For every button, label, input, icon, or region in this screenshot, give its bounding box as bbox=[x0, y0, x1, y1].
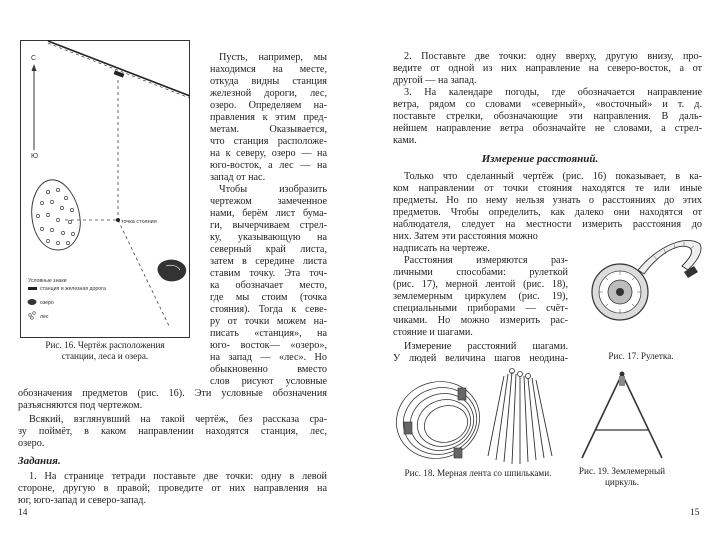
text-line: У людей величина шагов неодина- bbox=[393, 353, 568, 364]
text-line: другой — на запад. bbox=[393, 75, 477, 86]
text-line: слов рисуют условные bbox=[210, 376, 327, 387]
text-line: писать «станция», на bbox=[210, 328, 327, 339]
text-line: запад от нас. bbox=[210, 172, 266, 183]
legend-lake-label: озеро bbox=[40, 300, 54, 306]
north-label: С bbox=[31, 55, 37, 62]
text-line: Всякий, взглянувший на такой чертёж, без рассказа сра- bbox=[29, 414, 327, 425]
legend-title: Условные знаки bbox=[28, 278, 67, 284]
figure-19-surveyor-compass bbox=[572, 370, 672, 462]
figure-19-caption: Рис. 19. Землемерный циркуль. bbox=[578, 466, 666, 487]
text-line: землемерным циркулем (рис. 19), bbox=[393, 291, 568, 302]
page-number: 15 bbox=[690, 508, 700, 518]
text-line: на к северу, озеро — на bbox=[210, 148, 327, 159]
text-line: находимся на месте, bbox=[210, 64, 327, 75]
text-line: на запад — «лес». Но bbox=[210, 352, 327, 363]
drawing-frame bbox=[21, 41, 190, 338]
text-line: Пусть, например, мы bbox=[219, 52, 327, 63]
text-line: специальными приборами — счёт- bbox=[393, 303, 568, 314]
text-line: железной дороги, лес, bbox=[210, 88, 327, 99]
figure-18-caption: Рис. 18. Мерная лента со шпильками. bbox=[404, 468, 552, 478]
text-line: откуда видны станция bbox=[210, 76, 327, 87]
figure-16-caption: Рис. 16. Чертёж расположения станции, леса и озера. bbox=[45, 340, 165, 361]
south-label: Ю bbox=[31, 153, 39, 160]
text-line: стояние и шагами. bbox=[393, 327, 473, 338]
text-line: Только что сделанный чертёж (рис. 16) показывает, в ка- bbox=[404, 171, 702, 182]
text-line: ку, указывающую на bbox=[210, 232, 327, 243]
text-line: правления к этим пред- bbox=[210, 112, 327, 123]
station-point-label: точка стояния bbox=[121, 219, 157, 225]
text-line: нами, берём лист бума- bbox=[210, 208, 327, 219]
text-line: Чтобы изобразить bbox=[219, 184, 327, 195]
text-line: ветра, рядом со словами «северный», «восточный» и т. д. bbox=[393, 99, 702, 110]
tasks-heading: Задания. bbox=[18, 455, 61, 467]
text-line: юго- восток— «озеро», bbox=[210, 340, 327, 351]
text-line: ками. bbox=[393, 135, 417, 146]
text-line: ком направлении от точки стояния находятся те или иные bbox=[393, 183, 702, 194]
text-line: что станция расположе- bbox=[210, 136, 327, 147]
text-line: юго-восток, а лес — на bbox=[210, 160, 327, 171]
legend-lake-swatch bbox=[28, 299, 37, 305]
text-line: предметов. Чтобы определить, как далеко они находятся от bbox=[393, 207, 702, 218]
text-line: юг, юго-запад и северо-запад. bbox=[18, 495, 147, 506]
page-number: 14 bbox=[18, 508, 28, 518]
right-page bbox=[360, 0, 720, 540]
text-line: 2. Поставьте две точки: одну вверху, другую внизу, про- bbox=[404, 51, 702, 62]
text-line: зу поймёт, в каком направлении находятся станция, лес, bbox=[18, 426, 327, 437]
text-line: ставим точку. Эта точ- bbox=[210, 268, 327, 279]
text-line: ведите от одной из них направление на северо-восток, а от bbox=[393, 63, 702, 74]
legend-forest-label: лес bbox=[40, 314, 49, 320]
text-line: наблюдателя, следует на местности измерить расстояния до bbox=[393, 219, 702, 230]
text-line: них. Затем эти расстояния можно bbox=[393, 231, 538, 242]
text-line: нейшем направление ветра обозначайте не словами, а стрел- bbox=[393, 123, 702, 134]
station-point bbox=[116, 218, 120, 222]
figure-17-tape-measure bbox=[578, 226, 704, 346]
section-heading: Измерение расстояний. bbox=[481, 153, 599, 165]
text-line: ру от точки можем на- bbox=[210, 316, 327, 327]
text-line: озеро. bbox=[18, 438, 45, 449]
text-line: разъясняются под чертежом. bbox=[18, 400, 143, 411]
figure-18-measuring-chain bbox=[388, 368, 568, 466]
legend bbox=[28, 278, 106, 320]
text-line: 1. На странице тетради поставьте две точки: одну в левой bbox=[29, 471, 327, 482]
legend-rail-label: станция и железная дорога bbox=[40, 286, 106, 292]
text-line: стороне, другую в правой; проведите от них направления на bbox=[18, 483, 327, 494]
text-line: чиками. Но можно измерить рас- bbox=[393, 315, 568, 326]
text-line: Измерение расстояний шагами. bbox=[404, 341, 568, 352]
text-line: стояния). Тогда к севе- bbox=[210, 304, 327, 315]
text-line: 3. На календаре погоды, где обозначается направление bbox=[404, 87, 702, 98]
text-line: северный край листа, bbox=[210, 244, 327, 255]
text-line: предметы. Но по нему нельзя узнать о расстояниях до этих bbox=[393, 195, 702, 206]
forest-dots bbox=[36, 188, 74, 244]
legend-rail-swatch bbox=[28, 287, 37, 290]
railway-line bbox=[48, 41, 190, 96]
station-symbol bbox=[114, 70, 125, 77]
text-line: чертежом замеченное bbox=[210, 196, 327, 207]
text-line: метам. Оказывается, bbox=[210, 124, 327, 135]
text-line: затем в середине листа bbox=[210, 256, 327, 267]
text-line: личными способами: рулеткой bbox=[393, 267, 568, 278]
text-line: Расстояния измеряются раз- bbox=[404, 255, 568, 266]
text-line: обыкновенно вместо bbox=[210, 364, 327, 375]
north-arrow-head bbox=[32, 64, 37, 71]
text-line: озеро. Определяем на- bbox=[210, 100, 327, 111]
text-line: где мы стоим (точка bbox=[210, 292, 327, 303]
lake-symbol bbox=[158, 260, 187, 282]
legend-forest-swatch bbox=[29, 312, 36, 320]
text-line: ка обозначает место, bbox=[210, 280, 327, 291]
text-line: (рис. 17), мерной лентой (рис. 18), bbox=[393, 279, 568, 290]
text-line: ги, вычерчиваем стрел- bbox=[210, 220, 327, 231]
figure-17-caption: Рис. 17. Рулетка. bbox=[608, 351, 674, 361]
text-line: надписать на чертеже. bbox=[393, 243, 490, 254]
text-line: обозначения предметов (рис. 16). Эти условные обозначения bbox=[18, 388, 327, 399]
figure-16-drawing bbox=[20, 40, 190, 338]
text-line: поставьте стрелки, обозначающие эти направления. В даль- bbox=[393, 111, 702, 122]
